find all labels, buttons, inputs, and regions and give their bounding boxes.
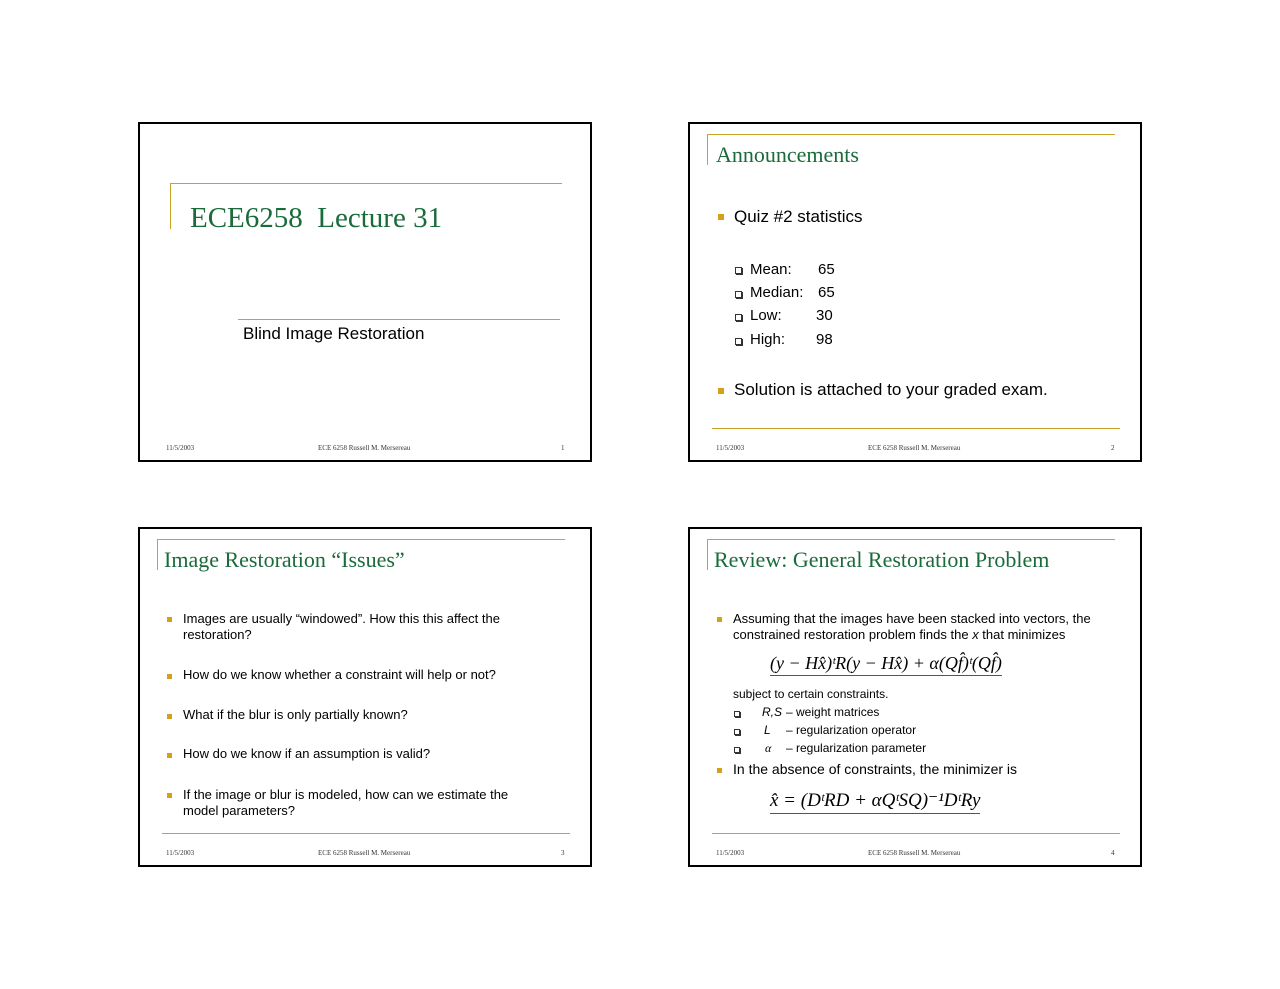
footer-date: 11/5/2003 <box>166 849 195 857</box>
footer-author: ECE 6258 Russell M. Mersereau <box>318 444 411 452</box>
sub-bullet-icon <box>734 711 740 717</box>
bullet-text: Solution is attached to your graded exam. <box>734 380 1048 399</box>
slide-title: ECE6258 Lecture 31 <box>190 202 443 234</box>
footer-date: 11/5/2003 <box>166 444 195 452</box>
bullet-text: How do we know if an assumption is valid? <box>183 746 431 761</box>
symbol: α <box>765 741 772 755</box>
title-rule-vertical <box>707 539 708 570</box>
footer-date: 11/5/2003 <box>716 849 745 857</box>
bullet-text: What if the blur is only partially known? <box>183 707 408 722</box>
equation-solution: x̂ = (DᵗRD + αQᵗSQ)⁻¹DᵗRy <box>770 789 980 814</box>
bullet-icon <box>717 617 722 622</box>
slide-title: Image Restoration “Issues” <box>164 547 405 572</box>
title-rule-vertical <box>707 134 708 165</box>
bullet-text-cont: model parameters? <box>183 803 295 818</box>
sub-bullet-icon <box>735 267 742 274</box>
sub-bullet-icon <box>734 729 740 735</box>
symbol-desc: – regularization parameter <box>786 741 927 755</box>
stat-value: 65 <box>818 261 835 278</box>
bullet-text: If the image or blur is modeled, how can we estimate the <box>183 787 509 802</box>
footer-rule <box>712 833 1120 834</box>
bullet-text: Quiz #2 statistics <box>734 207 863 226</box>
bullet-text: How do we know whether a constraint will help or not? <box>183 667 496 682</box>
constraint-text: subject to certain constraints. <box>733 687 889 701</box>
sub-bullet-icon <box>734 747 740 753</box>
stat-label: High: <box>750 331 786 348</box>
bullet-icon <box>718 388 724 394</box>
slide-4 <box>688 527 1142 867</box>
slide-2 <box>688 122 1142 462</box>
stat-value: 65 <box>818 284 835 301</box>
stat-value: 98 <box>816 331 833 348</box>
footer-author: ECE 6258 Russell M. Mersereau <box>868 444 961 452</box>
slide-1 <box>138 122 592 462</box>
footer-page: 2 <box>1111 444 1115 452</box>
footer-rule <box>712 428 1120 429</box>
bullet-icon <box>167 793 172 798</box>
footer-date: 11/5/2003 <box>716 444 745 452</box>
slide-3 <box>138 527 592 867</box>
title-rule <box>707 134 1115 135</box>
bullet-text: Assuming that the images have been stacked into vectors, the <box>733 611 1091 626</box>
subtitle-rule <box>238 319 560 320</box>
footer-author: ECE 6258 Russell M. Mersereau <box>868 849 961 857</box>
bullet-text-cont <box>733 627 1065 642</box>
bullet-text: In the absence of constraints, the minimizer is <box>733 761 1018 777</box>
title-rule <box>170 183 562 184</box>
footer-page: 1 <box>561 444 565 452</box>
sub-bullet-icon <box>735 314 742 321</box>
sub-bullet-icon <box>735 338 742 345</box>
bullet-icon <box>717 768 722 773</box>
text-part: that minimizes <box>978 627 1066 642</box>
stat-value: 30 <box>816 307 833 324</box>
footer-rule <box>162 833 570 834</box>
title-rule-vertical <box>157 539 158 570</box>
symbol: R,S <box>762 705 783 719</box>
slide-title: Announcements <box>716 142 859 167</box>
symbol-desc: – weight matrices <box>786 705 880 719</box>
slide-subtitle: Blind Image Restoration <box>243 324 425 343</box>
footer-author: ECE 6258 Russell M. Mersereau <box>318 849 411 857</box>
symbol-desc: – regularization operator <box>786 723 917 737</box>
sub-bullet-icon <box>735 291 742 298</box>
bullet-text: Images are usually “windowed”. How this this affect the <box>183 611 500 626</box>
bullet-icon <box>167 753 172 758</box>
slide-title: Review: General Restoration Problem <box>714 547 1050 572</box>
stat-label: Median: <box>750 284 804 301</box>
stat-label: Mean: <box>750 261 792 278</box>
footer-page: 3 <box>561 849 565 857</box>
variable-x: x <box>972 627 979 642</box>
footer-page: 4 <box>1111 849 1115 857</box>
bullet-text-cont: restoration? <box>183 627 252 642</box>
title-rule-vertical <box>170 183 171 229</box>
title-rule <box>157 539 565 540</box>
bullet-icon <box>167 714 172 719</box>
bullet-icon <box>167 674 172 679</box>
symbol: L <box>764 723 771 737</box>
stat-label: Low: <box>750 307 782 324</box>
bullet-icon <box>167 617 172 622</box>
bullet-icon <box>718 214 724 220</box>
text-part: constrained restoration problem finds the <box>733 627 973 642</box>
equation-objective: (y − Hx̂)ᵗR(y − Hx̂) + α(Qf̂)ᵗ(Qf̂) <box>770 653 1002 676</box>
title-rule <box>707 539 1115 540</box>
